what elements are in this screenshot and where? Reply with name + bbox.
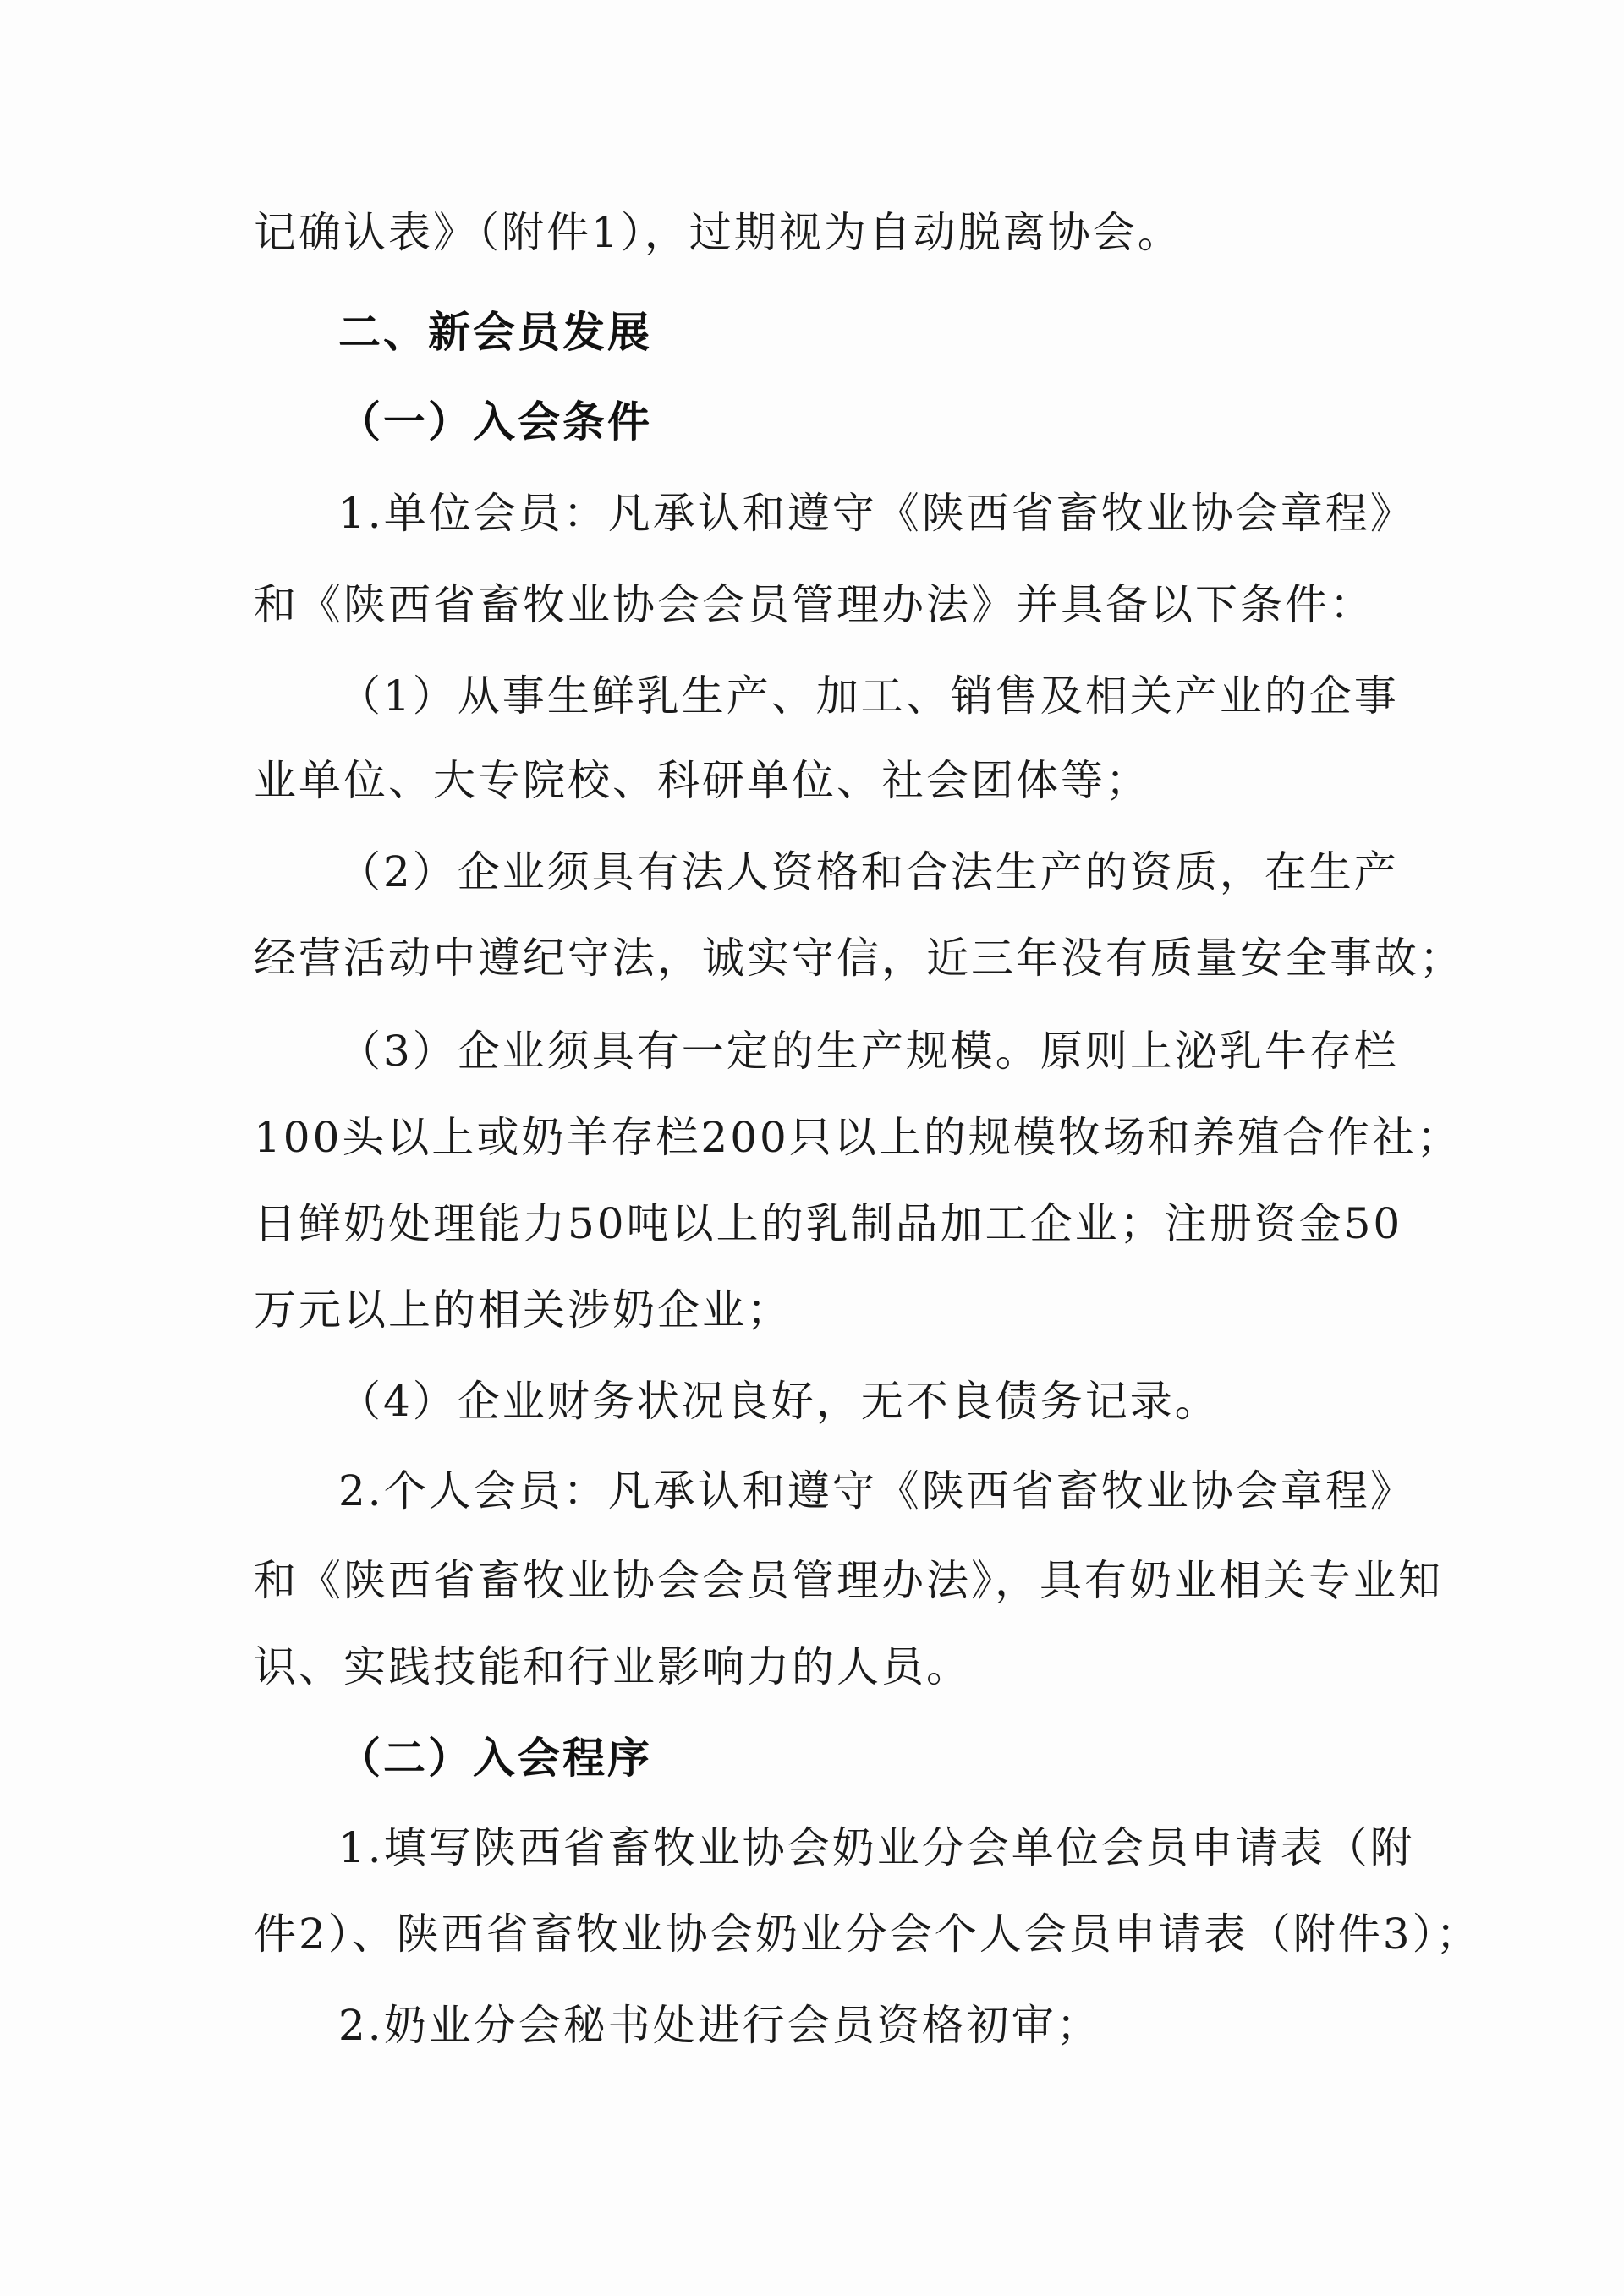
list-item-line: 件2）、陕西省畜牧业协会奶业分会个人会员申请表（附件3）； [254, 1910, 1481, 1959]
list-item-line: （1）从事生鲜乳生产、加工、销售及相关产业的企事 [338, 671, 1399, 721]
list-item-line: （3）企业须具有一定的生产规模。原则上泌乳牛存栏 [338, 1027, 1399, 1076]
paragraph-line: 记确认表》（附件1），过期视为自动脱离协会。 [254, 208, 1182, 257]
list-item-line: 经营活动中遵纪守法，诚实守信，近三年没有质量安全事故； [254, 934, 1464, 983]
paragraph-line: 识、实践技能和行业影响力的人员。 [254, 1642, 971, 1691]
list-item-line: 2.奶业分会秘书处进行会员资格初审； [338, 2001, 1101, 2050]
list-item-line: 1.填写陕西省畜牧业协会奶业分会单位会员申请表（附 [338, 1823, 1415, 1872]
list-item-line: 万元以上的相关涉奶企业； [254, 1285, 792, 1334]
paragraph-line: 2.个人会员：凡承认和遵守《陕西省畜牧业协会章程》 [338, 1466, 1415, 1515]
list-item-line: （4）企业财务状况良好，无不良债务记录。 [338, 1377, 1220, 1426]
list-item-line: 100头以上或奶羊存栏200只以上的规模牧场和养殖合作社； [254, 1113, 1462, 1162]
list-item-line: （2）企业须具有法人资格和合法生产的资质，在生产 [338, 847, 1399, 896]
subsection-heading: （一）入会条件 [338, 397, 652, 447]
paragraph-line: 1.单位会员：凡承认和遵守《陕西省畜牧业协会章程》 [338, 489, 1415, 538]
list-item-line: 业单位、大专院校、科研单位、社会团体等； [254, 756, 1150, 805]
section-heading: 二、新会员发展 [338, 307, 652, 357]
subsection-heading: （二）入会程序 [338, 1733, 652, 1783]
paragraph-line: 和《陕西省畜牧业协会会员管理办法》并具备以下条件： [254, 580, 1374, 629]
list-item-line: 日鲜奶处理能力50吨以上的乳制品加工企业；注册资金50 [254, 1199, 1403, 1248]
paragraph-line: 和《陕西省畜牧业协会会员管理办法》，具有奶业相关专业知 [254, 1556, 1443, 1605]
